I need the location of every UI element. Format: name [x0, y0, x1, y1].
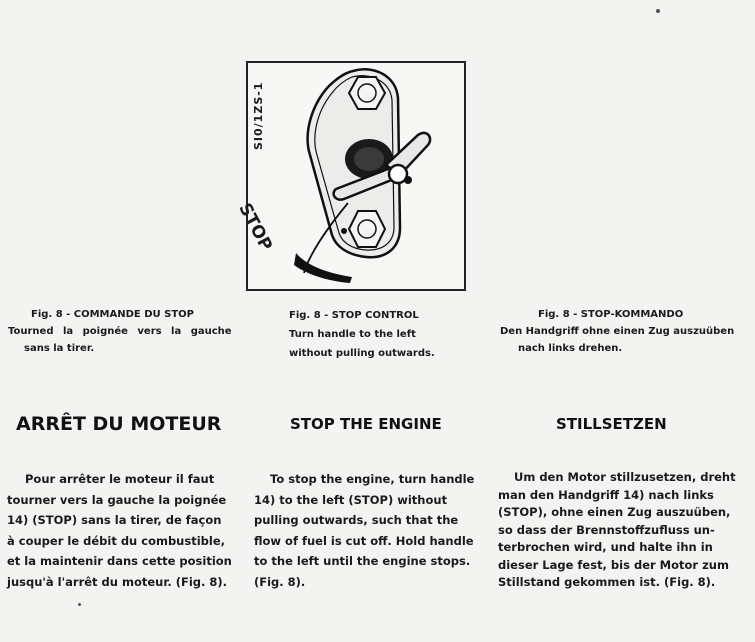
paragraph-en-line: To stop the engine, turn handle [270, 472, 475, 486]
paragraph-de-line: Stillstand gekommen ist. (Fig. 8). [498, 575, 716, 589]
paragraph-de-line: so dass der Brennstoffzufluss un- [498, 522, 715, 537]
paragraph-fr [7, 469, 239, 592]
top-bolt-icon [349, 77, 385, 109]
caption-en-title: Fig. 8 - STOP CONTROL [289, 310, 419, 321]
paragraph-en-line: 14) to the left (STOP) without [254, 492, 448, 507]
heading-de: STILLSETZEN [556, 415, 667, 433]
paragraph-fr-line: Pour arrêter le moteur il faut [25, 472, 215, 486]
caption-en-line1: Turn handle to the left [289, 329, 416, 340]
caption-fr-title: Fig. 8 - COMMANDE DU STOP [31, 309, 194, 320]
stop-control-handle-diagram [248, 63, 464, 289]
paragraph-en-line: (Fig. 8). [254, 574, 306, 589]
paragraph-en-line: pulling outwards, such that the [254, 513, 459, 527]
caption-de-line2: nach links drehen. [518, 343, 623, 354]
paragraph-de-line: (STOP), ohne einen Zug auszuüben, [498, 505, 731, 519]
caption-fr-line1: Tourned la poignée vers la gauche [8, 326, 232, 337]
paragraph-fr-line: 14) (STOP) sans la tirer, de façon [7, 513, 222, 527]
paragraph-fr-line: tourner vers la gauche la poignée [7, 492, 227, 507]
paragraph-en [254, 469, 486, 592]
stop-label: STOP [234, 200, 276, 255]
paragraph-de [498, 469, 750, 592]
caption-fr [8, 306, 238, 357]
paragraph-en-line: flow of fuel is cut off. Hold handle [254, 533, 474, 548]
caption-fr-line2: sans la tirer. [24, 343, 95, 354]
caption-de [500, 306, 752, 357]
heading-fr: ARRÊT DU MOTEUR [16, 413, 222, 435]
caption-en [289, 306, 479, 363]
caption-en-line2: without pulling outwards. [289, 348, 435, 359]
figure-8-box [246, 61, 466, 291]
paragraph-de-line: terbrochen wird, und halte ihn in [498, 540, 713, 554]
caption-de-line1: Den Handgriff ohne einen Zug auszuüben [500, 326, 735, 337]
heading-en: STOP THE ENGINE [290, 415, 442, 433]
scan-speck [78, 603, 81, 606]
paragraph-fr-line: jusqu'à l'arrêt du moteur. (Fig. 8). [7, 574, 228, 589]
paragraph-fr-line: à couper le débit du combustible, [7, 533, 225, 548]
paragraph-de-line: man den Handgriff 14) nach links [498, 487, 714, 502]
paragraph-de-line: dieser Lage fest, bis der Motor zum [498, 557, 729, 572]
paragraph-de-line: Um den Motor stillzusetzen, dreht [514, 470, 736, 484]
paragraph-en-line: to the left until the engine stops. [254, 554, 471, 568]
scan-speck [656, 9, 660, 13]
figure-reference-code: SI0/1ZS-1 [252, 81, 265, 150]
caption-de-title: Fig. 8 - STOP-KOMMANDO [538, 309, 684, 320]
paragraph-fr-line: et la maintenir dans cette position [7, 554, 232, 568]
